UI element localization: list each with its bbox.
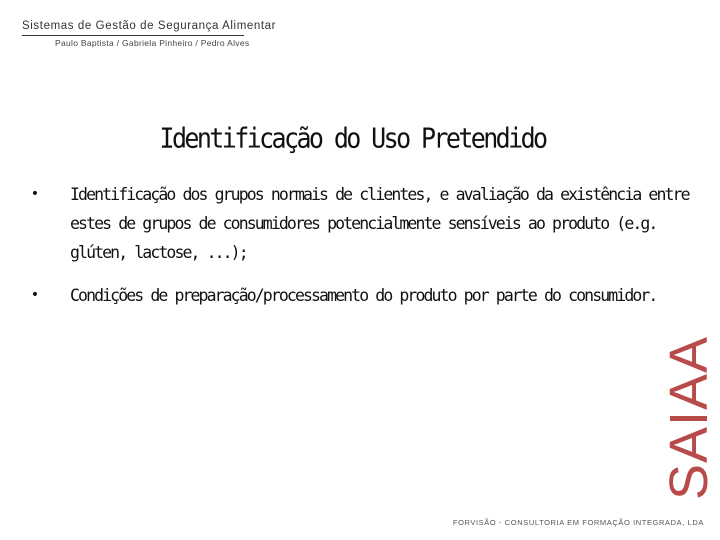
header-title: Sistemas de Gestão de Segurança Alimentar (22, 20, 277, 32)
slide-title: Identificação do Uso Pretendido (159, 122, 546, 154)
bullet-icon: • (30, 287, 40, 303)
bullet-text: Identificação dos grupos normais de clientes, e avaliação da existência entre estes de grupos de consumidores potencialmente sensíveis ao produto (e.g. glúten, lactose, ...); (70, 185, 689, 262)
bullet-text: Condições de preparação/processamento do produto por parte do consumidor. (70, 286, 657, 305)
header-authors: Paulo Baptista / Gabriela Pinheiro / Pedro Alves (55, 38, 250, 48)
bullet-icon: • (30, 186, 40, 202)
bullet-list (30, 180, 690, 310)
saiaa-logo: SAIAA (659, 335, 719, 500)
bullet-item (30, 281, 690, 310)
footer-company: FORVISÃO - CONSULTORIA EM FORMAÇÃO INTEGRADA, LDA (452, 518, 704, 527)
bullet-item (30, 180, 690, 267)
header-divider (22, 35, 244, 36)
